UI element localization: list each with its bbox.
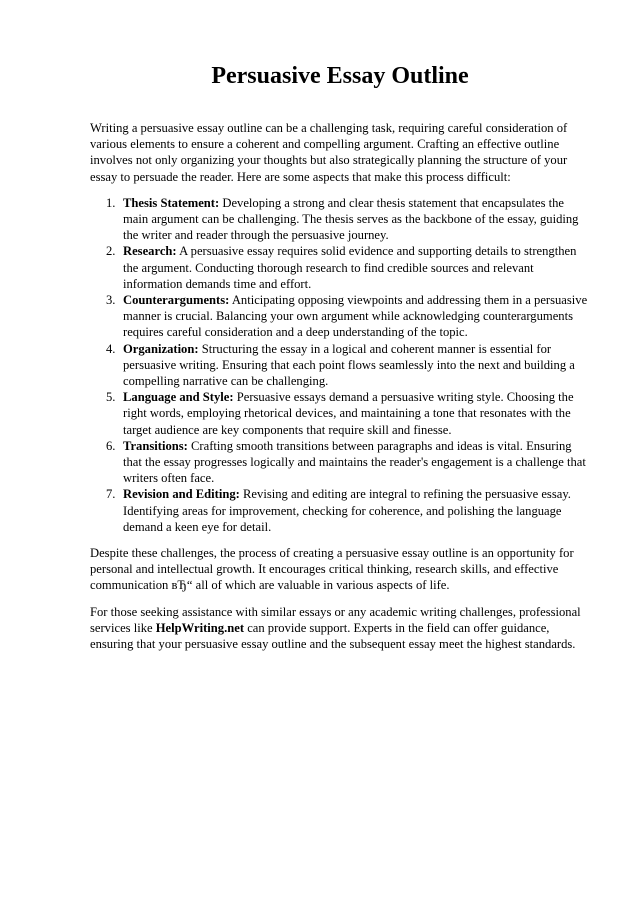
- list-item-term: Revision and Editing:: [123, 487, 240, 502]
- closing-paragraph: [90, 604, 590, 653]
- document-title: Persuasive Essay Outline: [211, 63, 469, 89]
- list-item-number: 2.: [106, 244, 116, 259]
- list-item-term: Research:: [123, 244, 177, 259]
- list-item: [90, 389, 590, 438]
- list-item-term: Counterarguments:: [123, 293, 230, 308]
- aspects-list: [90, 195, 590, 535]
- list-item-number: 5.: [106, 390, 116, 405]
- helpwriting-brand: HelpWriting.net: [155, 620, 245, 635]
- closing-text-after: can provide support. Experts in the field can offer guidance, ensuring that your persuasive essay outline and the subsequent essay meet the highest standards.: [90, 620, 576, 652]
- conclusion-paragraph: Despite these challenges, the process of creating a persuasive essay outline is an opportunity for personal and intellectual growth. It encourages critical thinking, research skills, and effective communication вЂ“ all of which are valuable in various aspects of life.: [90, 546, 574, 593]
- list-item-text: Persuasive essays demand a persuasive writing style. Choosing the right words, employing rhetorical devices, and maintaining a tone that resonates with the target audience are key components that require skill and finesse.: [123, 390, 574, 437]
- list-item: [90, 195, 590, 244]
- list-item-number: 6.: [106, 438, 116, 453]
- list-item-number: 3.: [106, 293, 116, 308]
- list-item: [90, 341, 590, 390]
- list-item-term: Thesis Statement:: [123, 195, 220, 210]
- list-item-text: A persuasive essay requires solid evidence and supporting details to strengthen the argument. Conducting thorough research to find credible sources and relevant information demands time and effort.: [123, 244, 577, 291]
- list-item: [90, 292, 590, 341]
- list-item: [90, 486, 590, 535]
- list-item-term: Transitions:: [123, 438, 188, 453]
- list-item-text: Anticipating opposing viewpoints and addressing them in a persuasive manner is crucial. Balancing your own argument while acknowledging counterarguments requires careful consideration and a deep understanding of the topic.: [123, 293, 588, 340]
- list-item-term: Organization:: [123, 341, 199, 356]
- list-item-text: Structuring the essay in a logical and coherent manner is essential for persuasive writing. Ensuring that each point flows seamlessly into the next and building a compelling narrative can be challenging.: [123, 341, 575, 389]
- list-item-term: Language and Style:: [123, 390, 234, 405]
- intro-paragraph: Writing a persuasive essay outline can be a challenging task, requiring careful consideration of various elements to ensure a coherent and compelling argument. Crafting an effective outline involves not only organizing your thoughts but also strategically planning the structure of your essay to persuade the reader. Here are some aspects that make this process difficult:: [90, 121, 568, 184]
- list-item-number: 1.: [106, 195, 116, 210]
- list-item-number: 4.: [106, 341, 116, 356]
- list-item: [90, 243, 590, 292]
- list-item-text: Crafting smooth transitions between paragraphs and ideas is vital. Ensuring that the essay progresses logically and maintains the reader's engagement is a challenge that writers often face.: [123, 438, 586, 486]
- list-item: [90, 438, 590, 487]
- list-item-number: 7.: [106, 487, 116, 502]
- list-item-text: Developing a strong and clear thesis statement that encapsulates the main argument can be challenging. The thesis serves as the backbone of the essay, guiding the writer and reader through the persuasive journey.: [123, 195, 579, 243]
- list-item-text: Revising and editing are integral to refining the persuasive essay. Identifying areas for improvement, checking for coherence, and polishing the language demand a keen eye for detail.: [123, 487, 571, 534]
- closing-text-before: For those seeking assistance with similar essays or any academic writing challenges, professional services like: [90, 604, 581, 635]
